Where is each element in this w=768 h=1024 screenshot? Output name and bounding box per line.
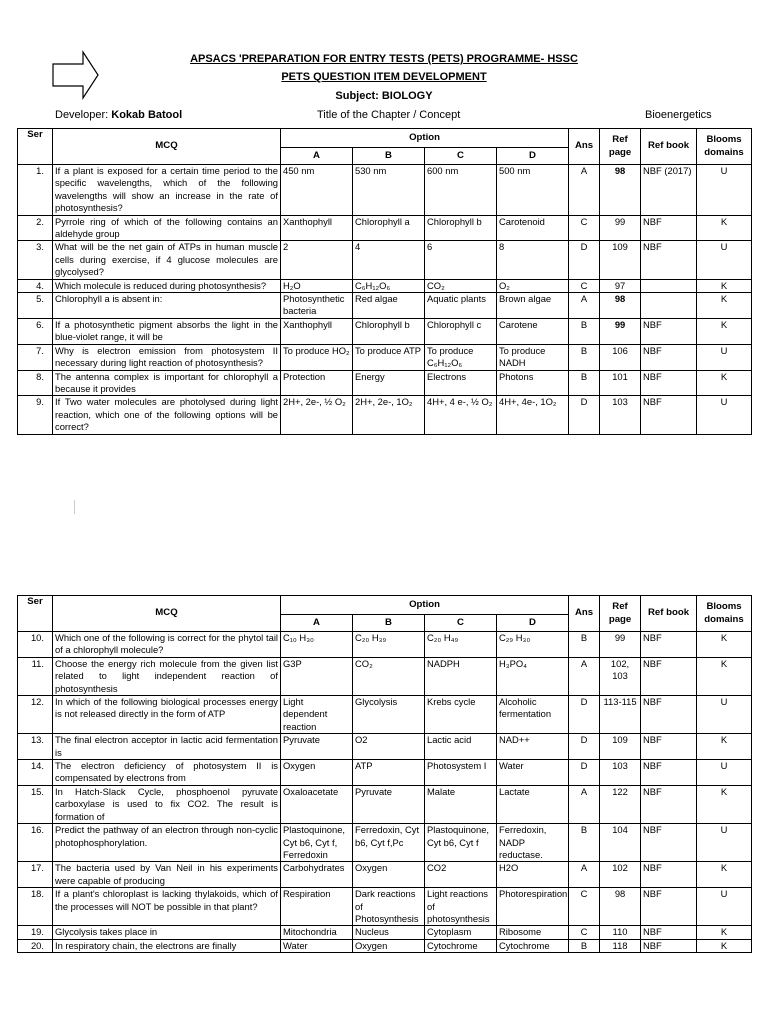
option-c: 600 nm: [425, 165, 497, 216]
option-c: Photosystem I: [425, 760, 497, 786]
question-number: 2.: [18, 215, 53, 241]
question-text: Why is electron emission from photosystem II necessary during light reaction of photosynthesis?: [53, 344, 281, 370]
ref-page: 110: [600, 926, 641, 939]
question-number: 10.: [18, 632, 53, 658]
blooms-domain: K: [697, 370, 752, 396]
option-d: Carotenoid: [497, 215, 569, 241]
ref-book: [641, 293, 697, 319]
option-c: CO2: [425, 862, 497, 888]
option-b: ATP: [353, 760, 425, 786]
option-a: Water: [281, 939, 353, 952]
question-text: The final electron acceptor in lactic acid fermentation is: [53, 734, 281, 760]
blooms-domain: K: [697, 632, 752, 658]
table-row: [18, 165, 752, 216]
ref-page: 102, 103: [600, 657, 641, 695]
option-a: Pyruvate: [281, 734, 353, 760]
option-d: C₂₉ H₃₀: [497, 632, 569, 658]
option-c: Light reactions of photosynthesis: [425, 888, 497, 926]
table-row: [18, 888, 752, 926]
question-text: Glycolysis takes place in: [53, 926, 281, 939]
table-row: [18, 657, 752, 695]
ref-page: 118: [600, 939, 641, 952]
ref-book: [641, 279, 697, 292]
ref-page: 113-115: [600, 696, 641, 734]
blooms-domain: K: [697, 657, 752, 695]
question-text: Chlorophyll a is absent in:: [53, 293, 281, 319]
question-number: 11.: [18, 657, 53, 695]
option-a: H₂O: [281, 279, 353, 292]
question-number: 20.: [18, 939, 53, 952]
option-c: To produce C₆H₁₂O₆: [425, 344, 497, 370]
option-d: Ribosome: [497, 926, 569, 939]
option-b: Chlorophyll b: [353, 318, 425, 344]
col-c: C: [425, 148, 497, 165]
answer: D: [569, 241, 600, 279]
question-number: 1.: [18, 165, 53, 216]
option-c: Aquatic plants: [425, 293, 497, 319]
blooms-domain: U: [697, 696, 752, 734]
ref-book: NBF: [641, 734, 697, 760]
option-d: 8: [497, 241, 569, 279]
question-number: 6.: [18, 318, 53, 344]
option-d: Brown algae: [497, 293, 569, 319]
option-a: 450 nm: [281, 165, 353, 216]
subject-line: Subject: BIOLOGY: [335, 90, 433, 102]
ref-page: 99: [600, 632, 641, 658]
answer: D: [569, 696, 600, 734]
table-row: [18, 279, 752, 292]
option-a: Light dependent reaction: [281, 696, 353, 734]
option-d: O₂: [497, 279, 569, 292]
col-mcq: MCQ: [53, 596, 281, 632]
blooms-domain: U: [697, 888, 752, 926]
answer: C: [569, 926, 600, 939]
ref-book: NBF (2017): [641, 165, 697, 216]
option-a: Plastoquinone, Cyt b6, Cyt f, Ferredoxin: [281, 824, 353, 862]
option-b: Chlorophyll a: [353, 215, 425, 241]
question-number: 8.: [18, 370, 53, 396]
col-ans: Ans: [569, 596, 600, 632]
question-text: Pyrrole ring of which of the following contains an aldehyde group: [53, 215, 281, 241]
ref-page: 99: [600, 318, 641, 344]
option-c: Cytochrome: [425, 939, 497, 952]
table-row: [18, 293, 752, 319]
question-number: 12.: [18, 696, 53, 734]
blooms-domain: U: [697, 344, 752, 370]
option-a: Xanthophyll: [281, 215, 353, 241]
blooms-domain: K: [697, 318, 752, 344]
col-option: Option: [281, 129, 569, 148]
ref-page: 99: [600, 215, 641, 241]
option-a: Xanthophyll: [281, 318, 353, 344]
ref-book: NBF: [641, 344, 697, 370]
option-d: 500 nm: [497, 165, 569, 216]
chapter-label: Title of the Chapter / Concept: [317, 109, 461, 121]
answer: C: [569, 888, 600, 926]
answer: B: [569, 344, 600, 370]
ref-book: NBF: [641, 760, 697, 786]
table-row: [18, 939, 752, 952]
option-d: Ferredoxin, NADP reductase.: [497, 824, 569, 862]
ref-book: NBF: [641, 888, 697, 926]
option-b: Glycolysis: [353, 696, 425, 734]
option-d: Photorespiration: [497, 888, 569, 926]
chapter-value: Bioenergetics: [645, 109, 712, 121]
option-b: 2H+, 2e-, 1O₂: [353, 396, 425, 434]
ref-page: 98: [600, 888, 641, 926]
answer: A: [569, 657, 600, 695]
ref-book: NBF: [641, 824, 697, 862]
ref-page: 109: [600, 241, 641, 279]
option-b: Red algae: [353, 293, 425, 319]
ref-page: 97: [600, 279, 641, 292]
option-a: Carbohydrates: [281, 862, 353, 888]
option-b: C₂₀ H₃₉: [353, 632, 425, 658]
option-a: G3P: [281, 657, 353, 695]
option-b: Oxygen: [353, 862, 425, 888]
option-c: Krebs cycle: [425, 696, 497, 734]
option-d: Carotene: [497, 318, 569, 344]
question-text: If a photosynthetic pigment absorbs the light in the blue-violet range, it will be: [53, 318, 281, 344]
blooms-domain: K: [697, 734, 752, 760]
question-number: 16.: [18, 824, 53, 862]
option-c: Plastoquinone, Cyt b6, Cyt f: [425, 824, 497, 862]
question-text: Which one of the following is correct for the phytol tail of a chlorophyll molecule?: [53, 632, 281, 658]
question-number: 3.: [18, 241, 53, 279]
col-blooms: Blooms domains: [697, 129, 752, 165]
ref-page: 122: [600, 785, 641, 823]
option-d: Cytochrome: [497, 939, 569, 952]
table-row: [18, 926, 752, 939]
table-row: [18, 785, 752, 823]
option-b: 530 nm: [353, 165, 425, 216]
option-a: C₁₀ H₃₀: [281, 632, 353, 658]
answer: A: [569, 862, 600, 888]
answer: D: [569, 760, 600, 786]
option-a: Oxygen: [281, 760, 353, 786]
ref-book: NBF: [641, 318, 697, 344]
ref-page: 102: [600, 862, 641, 888]
option-b: C₆H₁₂O₆: [353, 279, 425, 292]
ref-book: NBF: [641, 215, 697, 241]
ref-book: NBF: [641, 862, 697, 888]
question-number: 5.: [18, 293, 53, 319]
answer: A: [569, 165, 600, 216]
question-text: Predict the pathway of an electron through non-cyclic photophosphorylation.: [53, 824, 281, 862]
option-a: Oxaloacetate: [281, 785, 353, 823]
option-d: H2O: [497, 862, 569, 888]
blooms-domain: U: [697, 396, 752, 434]
question-text: If a plant is exposed for a certain time period to the specific wavelengths, which of the following wavelengths will show an increase in the rate of photosynthesis?: [53, 165, 281, 216]
col-d: D: [497, 615, 569, 632]
option-b: Nucleus: [353, 926, 425, 939]
question-number: 9.: [18, 396, 53, 434]
option-a: Protection: [281, 370, 353, 396]
ref-book: NBF: [641, 785, 697, 823]
developer-name: Kokab Batool: [111, 109, 183, 121]
col-ref-page: Ref page: [600, 129, 641, 165]
answer: C: [569, 215, 600, 241]
blooms-domain: K: [697, 293, 752, 319]
col-ref-page: Ref page: [600, 596, 641, 632]
blooms-domain: K: [697, 215, 752, 241]
mcq-table-2: [17, 595, 752, 953]
answer: B: [569, 370, 600, 396]
table-row: [18, 824, 752, 862]
option-d: Photons: [497, 370, 569, 396]
developer-line: [55, 109, 182, 121]
col-blooms: Blooms domains: [697, 596, 752, 632]
col-a: A: [281, 148, 353, 165]
answer: B: [569, 318, 600, 344]
ref-book: NBF: [641, 657, 697, 695]
ref-book: NBF: [641, 632, 697, 658]
document-subtitle: PETS QUESTION ITEM DEVELOPMENT: [281, 71, 487, 83]
ref-page: 103: [600, 396, 641, 434]
option-a: 2H+, 2e-, ½ O₂: [281, 396, 353, 434]
ref-page: 103: [600, 760, 641, 786]
table-row: [18, 241, 752, 279]
ref-page: 101: [600, 370, 641, 396]
ref-page: 106: [600, 344, 641, 370]
question-number: 13.: [18, 734, 53, 760]
answer: D: [569, 396, 600, 434]
option-b: CO₂: [353, 657, 425, 695]
question-text: What will be the net gain of ATPs in human muscle cells during exercise, if 4 glucose molecules are glycolysed?: [53, 241, 281, 279]
option-c: 4H+, 4 e-, ½ O₂: [425, 396, 497, 434]
option-a: To produce HO₂: [281, 344, 353, 370]
option-a: Mitochondria: [281, 926, 353, 939]
answer: C: [569, 279, 600, 292]
text-cursor: [74, 500, 75, 514]
ref-page: 98: [600, 165, 641, 216]
table-row: [18, 344, 752, 370]
option-c: NADPH: [425, 657, 497, 695]
option-d: H₃PO₄: [497, 657, 569, 695]
ref-book: NBF: [641, 396, 697, 434]
answer: B: [569, 632, 600, 658]
question-number: 7.: [18, 344, 53, 370]
ref-book: NBF: [641, 926, 697, 939]
question-text: If a plant's chloroplast is lacking thylakoids, which of the processes will NOT be possible in that plant?: [53, 888, 281, 926]
option-b: 4: [353, 241, 425, 279]
question-number: 15.: [18, 785, 53, 823]
blooms-domain: K: [697, 939, 752, 952]
ref-page: 109: [600, 734, 641, 760]
question-text: The bacteria used by Van Neil in his experiments were capable of producing: [53, 862, 281, 888]
document-title: APSACS 'PREPARATION FOR ENTRY TESTS (PETS) PROGRAMME- HSSC: [190, 53, 578, 65]
question-text: In Hatch-Slack Cycle, phosphoenol pyruvate carboxylase is used to fix CO2. The result is formation of: [53, 785, 281, 823]
blooms-domain: K: [697, 862, 752, 888]
option-c: Cytoplasm: [425, 926, 497, 939]
col-b: B: [353, 148, 425, 165]
question-text: The antenna complex is important for chlorophyll a because it provides: [53, 370, 281, 396]
table-row: [18, 760, 752, 786]
blooms-domain: U: [697, 760, 752, 786]
table-row: [18, 632, 752, 658]
developer-label: Developer:: [55, 109, 112, 121]
ref-page: 98: [600, 293, 641, 319]
option-c: Lactic acid: [425, 734, 497, 760]
blooms-domain: U: [697, 241, 752, 279]
question-text: Choose the energy rich molecule from the given list related to light independent reaction of photosynthesis: [53, 657, 281, 695]
option-c: Chlorophyll c: [425, 318, 497, 344]
blooms-domain: K: [697, 926, 752, 939]
question-number: 17.: [18, 862, 53, 888]
col-b: B: [353, 615, 425, 632]
option-d: Alcoholic fermentation: [497, 696, 569, 734]
table-row: [18, 318, 752, 344]
blooms-domain: U: [697, 824, 752, 862]
col-ref-book: Ref book: [641, 129, 697, 165]
table-row: [18, 396, 752, 434]
option-b: Pyruvate: [353, 785, 425, 823]
answer: A: [569, 293, 600, 319]
option-b: To produce ATP: [353, 344, 425, 370]
question-number: 18.: [18, 888, 53, 926]
question-text: In respiratory chain, the electrons are finally: [53, 939, 281, 952]
table-row: [18, 370, 752, 396]
option-c: CO₂: [425, 279, 497, 292]
blooms-domain: K: [697, 785, 752, 823]
option-d: Water: [497, 760, 569, 786]
option-b: Dark reactions of Photosynthesis: [353, 888, 425, 926]
ref-book: NBF: [641, 370, 697, 396]
ref-book: NBF: [641, 696, 697, 734]
option-d: To produce NADH: [497, 344, 569, 370]
option-c: Chlorophyll b: [425, 215, 497, 241]
col-option: Option: [281, 596, 569, 615]
question-text: The electron deficiency of photosystem II is compensated by electrons from: [53, 760, 281, 786]
question-text: Which molecule is reduced during photosynthesis?: [53, 279, 281, 292]
table-row: [18, 215, 752, 241]
option-a: Respiration: [281, 888, 353, 926]
option-a: 2: [281, 241, 353, 279]
option-b: Oxygen: [353, 939, 425, 952]
option-b: Energy: [353, 370, 425, 396]
answer: A: [569, 785, 600, 823]
col-ref-book: Ref book: [641, 596, 697, 632]
question-number: 19.: [18, 926, 53, 939]
answer: B: [569, 939, 600, 952]
blooms-domain: U: [697, 165, 752, 216]
table-row: [18, 734, 752, 760]
mcq-table-1: [17, 128, 752, 435]
option-d: 4H+, 4e-, 1O₂: [497, 396, 569, 434]
col-d: D: [497, 148, 569, 165]
col-ser: Ser: [18, 596, 53, 632]
question-text: If Two water molecules are photolysed during light reaction, which one of the following options will be correct?: [53, 396, 281, 434]
col-ans: Ans: [569, 129, 600, 165]
option-d: Lactate: [497, 785, 569, 823]
blooms-domain: K: [697, 279, 752, 292]
ref-book: NBF: [641, 939, 697, 952]
table-row: [18, 862, 752, 888]
option-c: Malate: [425, 785, 497, 823]
col-mcq: MCQ: [53, 129, 281, 165]
option-b: Ferredoxin, Cyt b6, Cyt f,Pc: [353, 824, 425, 862]
ref-page: 104: [600, 824, 641, 862]
question-text: In which of the following biological processes energy is not released directly in the form of ATP: [53, 696, 281, 734]
option-c: 6: [425, 241, 497, 279]
option-c: C₂₀ H₄₉: [425, 632, 497, 658]
col-ser: Ser: [18, 129, 53, 165]
answer: B: [569, 824, 600, 862]
table-row: [18, 696, 752, 734]
option-a: Photosynthetic bacteria: [281, 293, 353, 319]
option-b: O2: [353, 734, 425, 760]
option-d: NAD++: [497, 734, 569, 760]
question-number: 14.: [18, 760, 53, 786]
col-a: A: [281, 615, 353, 632]
answer: D: [569, 734, 600, 760]
option-c: Electrons: [425, 370, 497, 396]
col-c: C: [425, 615, 497, 632]
ref-book: NBF: [641, 241, 697, 279]
question-number: 4.: [18, 279, 53, 292]
